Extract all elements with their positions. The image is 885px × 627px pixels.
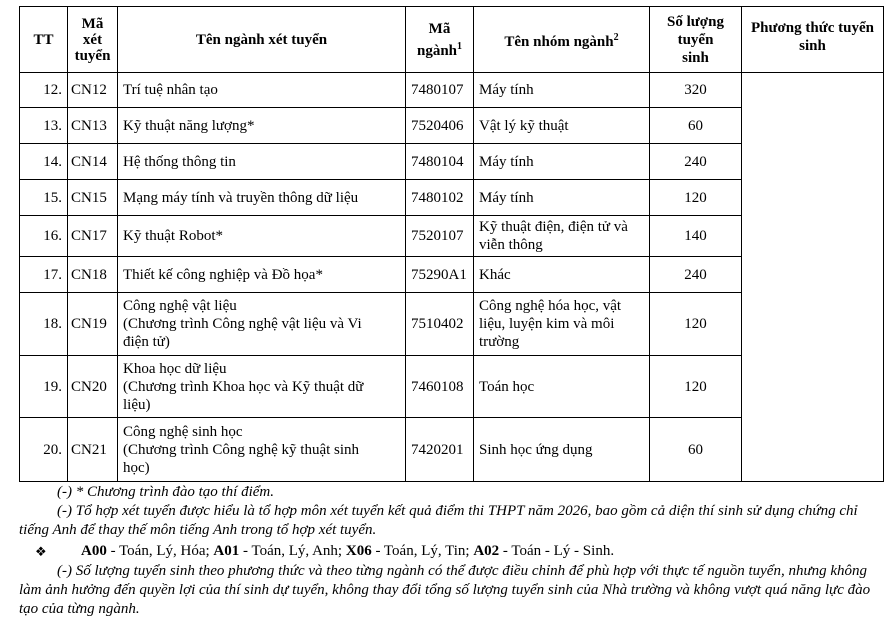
cell-ma-nganh: 7480104 [406,144,474,180]
cell-tt: 15. [20,180,68,216]
combination-list [19,542,883,561]
cell-ten-nhom [474,293,650,356]
combo-desc: - Toán, Lý, Tin; [371,543,474,559]
ten-nganh-line: Khoa học dữ liệu [123,360,227,377]
ten-nhom-line: Khác [479,266,511,283]
ten-nhom-line: liệu, luyện kim và môi [479,316,615,332]
table-row [20,73,884,108]
header-ma-xet-tuyen: Mã xét tuyển [68,7,118,73]
cell-so-luong: 60 [650,418,742,482]
cell-tt: 14. [20,144,68,180]
ten-nhom-line: trường [479,334,520,350]
combo-desc: - Toán - Lý - Sinh. [499,543,615,559]
ten-nganh-line: Hệ thống thông tin [123,153,236,170]
ten-nganh-line: (Chương trình Khoa học và Kỹ thuật dữ [123,378,364,395]
cell-ma-xet-tuyen: CN14 [68,144,118,180]
ten-nganh-line: Công nghệ vật liệu [123,298,237,314]
cell-ten-nganh [118,73,406,108]
cell-ten-nganh [118,108,406,144]
ten-nhom-line: Máy tính [479,153,534,170]
cell-so-luong: 60 [650,108,742,144]
cell-ten-nhom [474,356,650,418]
cell-ten-nganh [118,356,406,418]
ten-nganh-line: (Chương trình Công nghệ kỹ thuật sinh [123,441,360,458]
cell-ma-xet-tuyen: CN19 [68,293,118,356]
header-ma-nganh: Mã ngành$^1$ [406,7,474,73]
cell-ma-nganh: 7520406 [406,108,474,144]
header-phuong-thuc: Phương thức tuyển sinh [742,7,884,73]
note-combination: (-) Tổ hợp xét tuyển được hiểu là tổ hợp môn xét tuyển kết quả điểm thi THPT năm 2026, bao gồm cả diện thí sinh sử dụng chứng chỉ tiếng Anh để thay thế môn tiếng Anh trong tổ hợp xét tuyển. [19,503,858,538]
cell-ma-nganh: 7460108 [406,356,474,418]
ten-nhom-line: Sinh học ứng dụng [479,441,593,458]
combo-desc: - Toán, Lý, Hóa; [106,543,214,559]
note-pilot-program: (-) * Chương trình đào tạo thí điểm. [57,484,275,500]
cell-ten-nganh [118,144,406,180]
cell-ten-nganh [118,180,406,216]
cell-ma-nganh: 75290A1 [406,257,474,293]
ten-nganh-line: Kỹ thuật năng lượng* [123,117,255,134]
cell-ma-nganh: 7480102 [406,180,474,216]
cell-tt: 19. [20,356,68,418]
cell-ma-xet-tuyen: CN13 [68,108,118,144]
notes-section [19,483,883,619]
combo-code: X06 [345,543,372,559]
ten-nhom-line: Kỹ thuật điện, điện tử và [479,219,628,235]
ten-nhom-line: Máy tính [479,189,534,206]
combo-code: A02 [473,543,500,559]
cell-ten-nhom [474,216,650,257]
cell-ma-nganh: 7520107 [406,216,474,257]
header-ten-nganh: Tên ngành xét tuyển [118,7,406,73]
cell-ten-nganh [118,216,406,257]
cell-ma-nganh: 7480107 [406,73,474,108]
cell-so-luong: 240 [650,144,742,180]
header-tt: TT [20,7,68,73]
cell-ma-xet-tuyen: CN15 [68,180,118,216]
ten-nganh-line: liệu) [123,396,151,413]
header-row [20,7,884,73]
cell-ma-xet-tuyen: CN21 [68,418,118,482]
ten-nhom-line: Máy tính [479,82,534,98]
cell-tt: 18. [20,293,68,356]
ten-nhom-line: viễn thông [479,237,543,253]
ten-nhom-line: Công nghệ hóa học, vật [479,298,622,314]
cell-tt: 12. [20,73,68,108]
cell-ma-xet-tuyen: CN20 [68,356,118,418]
cell-tt: 20. [20,418,68,482]
combo-desc: - Toán, Lý, Anh; [239,543,346,559]
cell-ten-nhom [474,108,650,144]
ten-nganh-line: Kỹ thuật Robot* [123,228,223,244]
ten-nganh-line: Công nghệ sinh học [123,423,243,440]
ten-nganh-line: Trí tuệ nhân tạo [123,82,218,98]
cell-so-luong: 320 [650,73,742,108]
ten-nganh-line: Thiết kế công nghiệp và Đồ họa* [123,266,323,283]
cell-tt: 16. [20,216,68,257]
cell-so-luong: 120 [650,356,742,418]
cell-ten-nhom [474,73,650,108]
cell-so-luong: 120 [650,180,742,216]
cell-ten-nganh [118,293,406,356]
header-so-luong: Số lượng tuyển sinh [650,7,742,73]
cell-phuong-thuc [742,73,884,482]
cell-ten-nhom [474,144,650,180]
ten-nganh-line: (Chương trình Công nghệ vật liệu và Vi [123,316,362,332]
cell-ten-nganh [118,418,406,482]
header-ten-nhom: Tên nhóm ngành$^2$ [474,7,650,73]
combo-code: A01 [213,543,240,559]
cell-ma-xet-tuyen: CN12 [68,73,118,108]
cell-ten-nhom [474,418,650,482]
cell-tt: 17. [20,257,68,293]
ten-nhom-line: Vật lý kỹ thuật [479,117,569,134]
ten-nganh-line: học) [123,459,150,476]
cell-ten-nhom [474,257,650,293]
cell-tt: 13. [20,108,68,144]
cell-ma-nganh: 7420201 [406,418,474,482]
cell-so-luong: 240 [650,257,742,293]
ten-nganh-line: Mạng máy tính và truyền thông dữ liệu [123,189,359,206]
ten-nganh-line: điện tử) [123,334,170,350]
cell-ten-nganh [118,257,406,293]
admission-table [19,6,884,482]
cell-so-luong: 140 [650,216,742,257]
cell-ma-xet-tuyen: CN18 [68,257,118,293]
ten-nhom-line: Toán học [479,378,535,395]
cell-so-luong: 120 [650,293,742,356]
combo-code: A00 [81,543,107,559]
note-quota-adjustment: (-) Số lượng tuyển sinh theo phương thức và theo từng ngành có thể được điều chỉnh để phù hợp với thực tế nguồn tuyển, nhưng không làm ảnh hưởng đến quyền lợi của thí sinh dự tuyển, không thay đổi tổng số lượng tuyển sinh của Nhà trường và không vượt quá năng lực đào tạo của từng ngành. [19,563,871,617]
diamond-bullet-icon: ❖ [35,544,47,559]
cell-ma-nganh: 7510402 [406,293,474,356]
cell-ten-nhom [474,180,650,216]
cell-ma-xet-tuyen: CN17 [68,216,118,257]
